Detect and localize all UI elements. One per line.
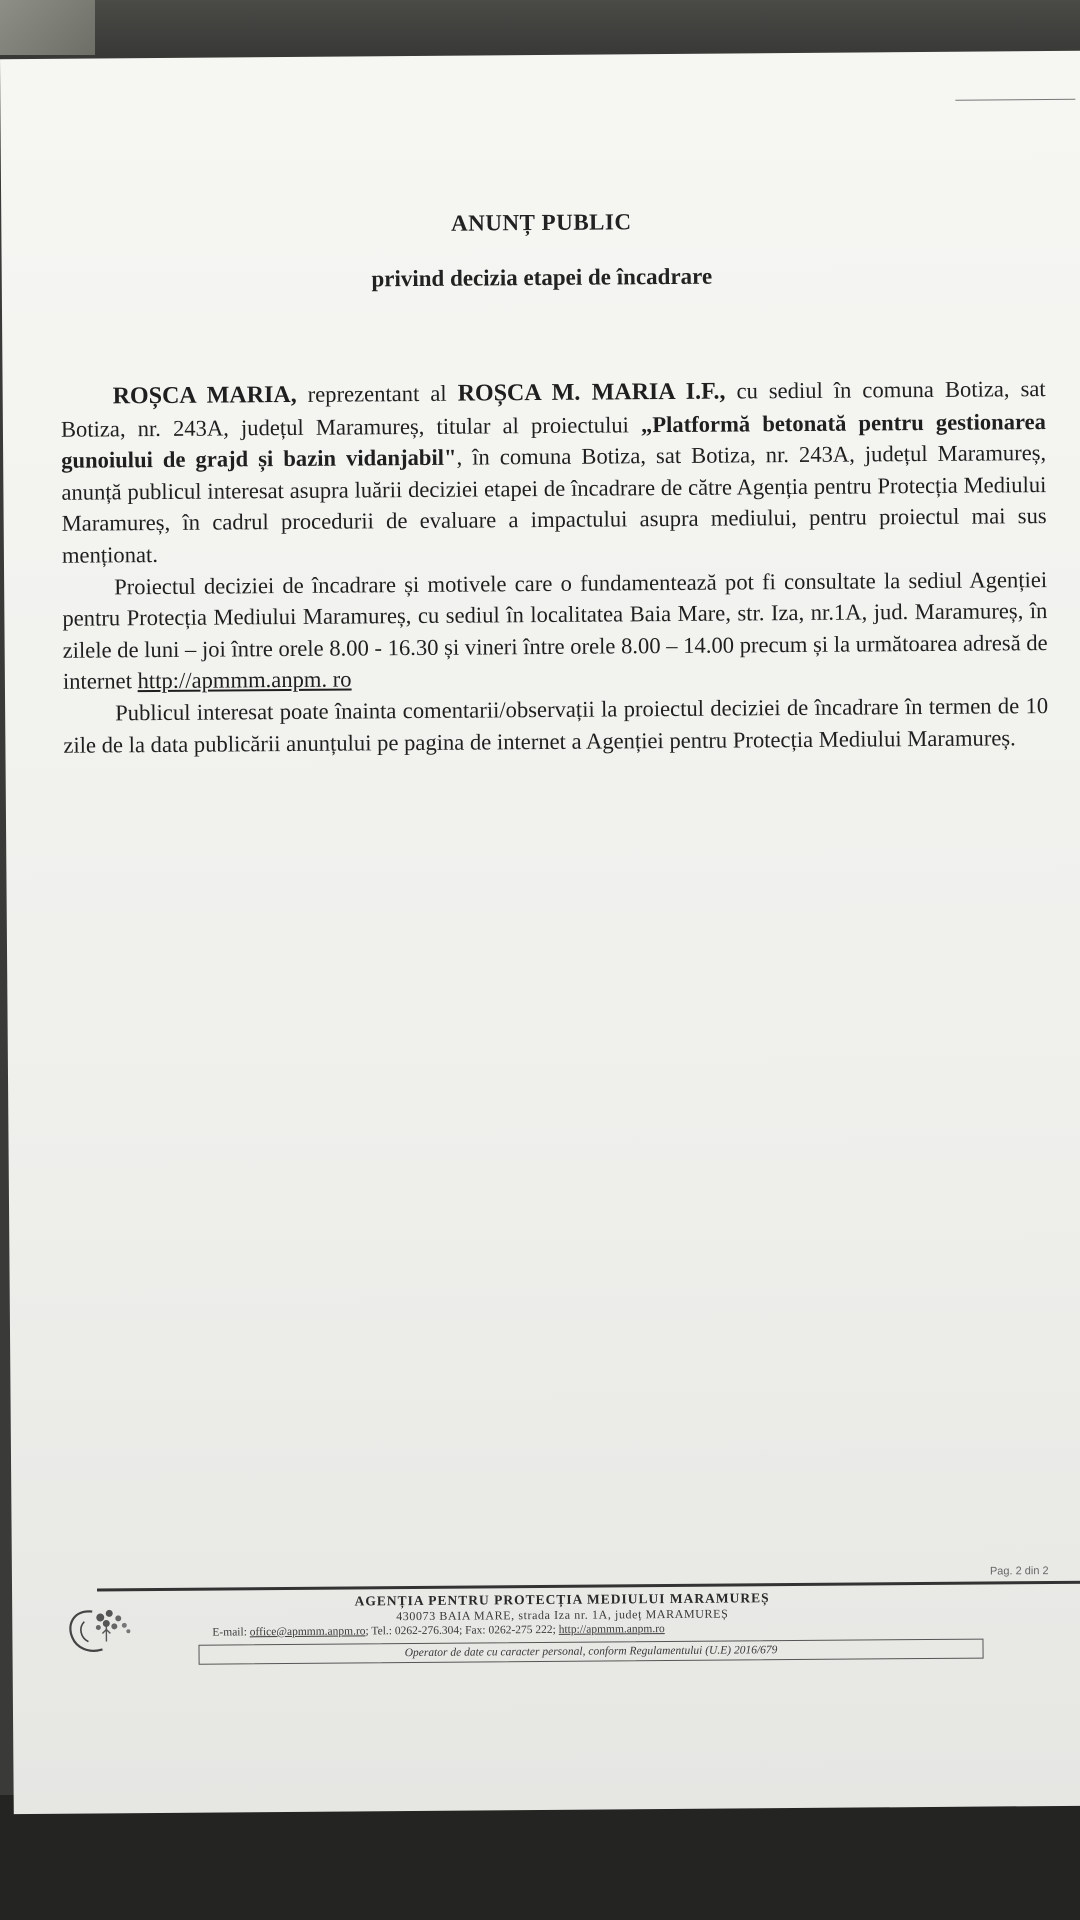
paragraph-1-text-c: , în comuna Botiza, sat Botiza, nr. 243A, județul Maramureș, anunță publicul interesat asupra luării deciziei etapei de încadrare de către Agenția pentru Protecția Mediului Maramureș, în cadrul procedurii de evaluare a impactului asupra mediului, pentru proiectul mai sus menționat. [61, 440, 1047, 568]
company-name: ROȘCA M. MARIA I.F., [457, 378, 726, 407]
document-subtitle: privind decizia etapei de încadrare [371, 263, 713, 292]
agency-logo-icon [62, 1601, 144, 1658]
email-link[interactable]: office@apmmm.anpm.ro [249, 1625, 366, 1639]
applicant-name: ROȘCA MARIA, [112, 381, 297, 410]
paragraph-2 [62, 564, 1048, 698]
top-edge-rule [955, 99, 1075, 101]
paragraph-1-text-b: cu sediul în comuna Botiza, sat Botiza, nr. 243A, județul Maramureș, titular al proiectului [60, 376, 1046, 442]
gdpr-note: Operator de date cu caracter personal, conform Regulamentului (U.E) 2016/679 [198, 1639, 983, 1665]
footer-address: 430073 BAIA MARE, strada Iza nr. 1A, județ MARAMUREȘ [396, 1606, 729, 1624]
paragraph-1-text-a: reprezentant al [296, 380, 458, 407]
paragraph-2-text: Proiectul deciziei de încadrare și motivele care o fundamentează pot fi consultate la sediul Agenției pentru Protecția Mediului Maramureș, cu sediul în localitatea Baia Mare, str. Iza, nr.1A, jud. Maramureș, în zilele de luni – joi între orele 8.00 - 16.30 și vineri între orele 8.00 – 14.00 precum și la următoarea adresă de internet [62, 566, 1048, 695]
background-corner-object [0, 0, 95, 55]
phone-fax: ; Tel.: 0262-276.304; Fax: 0262-275 222; [365, 1623, 559, 1638]
paragraph-1 [61, 373, 1047, 571]
project-name: „Platformă betonată pentru gestionarea gunoiului de grajd și bazin vidanjabil" [61, 408, 1046, 473]
footer-website-link[interactable]: http://apmmm.anpm.ro [558, 1623, 665, 1636]
page-number: Pag. 2 din 2 [989, 1565, 1049, 1578]
paragraph-3 [63, 690, 1048, 761]
website-link[interactable]: http://apmmm.anpm. ro [137, 666, 352, 694]
body-text [61, 373, 1049, 761]
paragraph-3-text: Publicul interesat poate înainta comentarii/observații la proiectul deciziei de încadrare în termen de 10 zile de la data publicării anunțului pe pagina de internet a Agenției pentru Protecția Mediului Maramureș. [63, 692, 1049, 758]
footer-agency-name: AGENȚIA PENTRU PROTECȚIA MEDIULUI MARAMUREȘ [354, 1590, 770, 1609]
email-label: E-mail: [212, 1626, 250, 1639]
paper-sheet [0, 51, 1080, 1814]
document-title: ANUNȚ PUBLIC [451, 209, 632, 236]
background-bottom [0, 1795, 1080, 1920]
